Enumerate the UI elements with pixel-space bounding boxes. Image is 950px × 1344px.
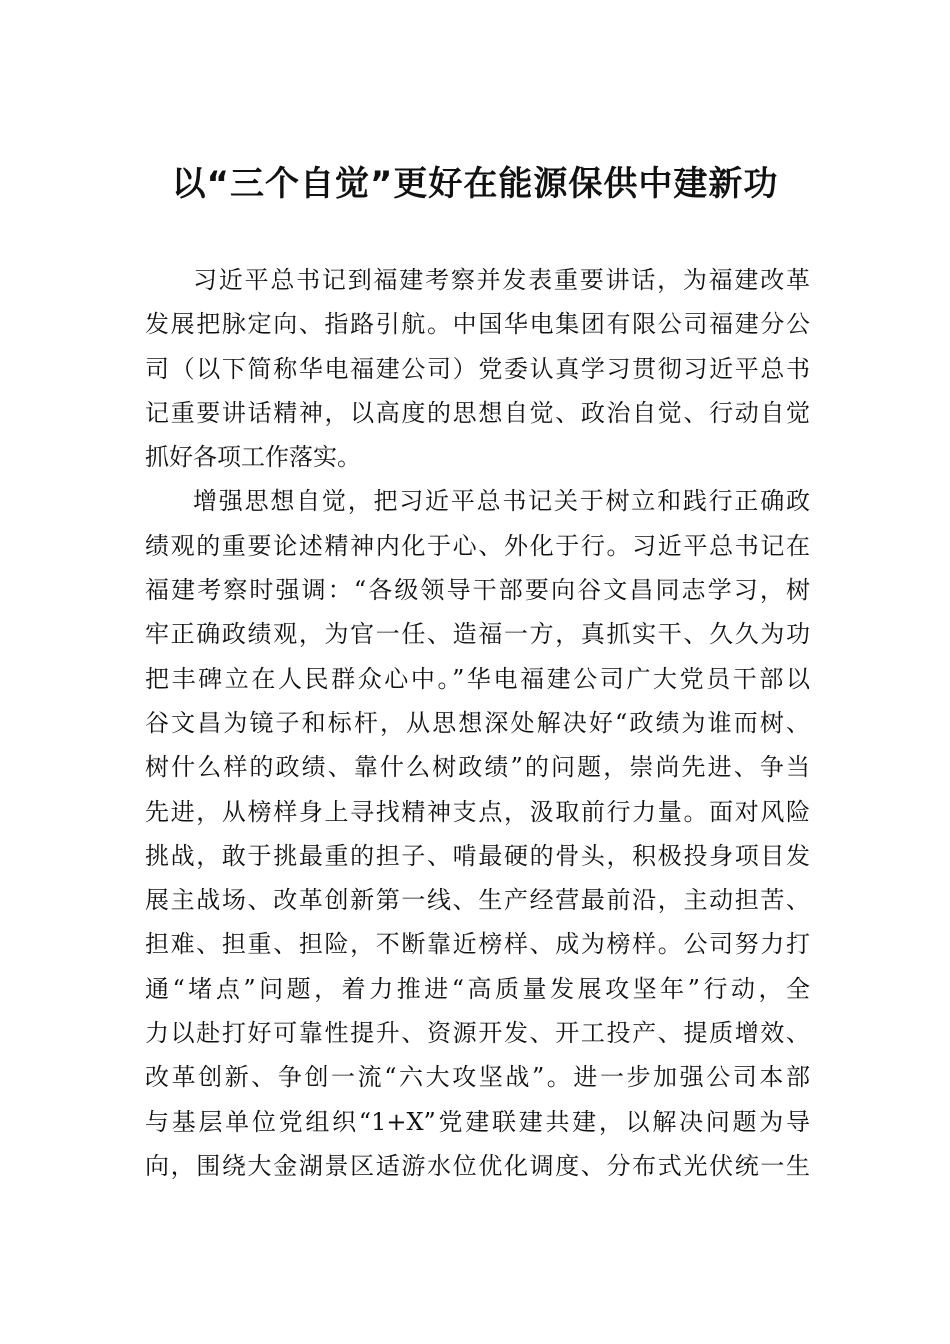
text-line: 展主战场、改革创新第一线、生产经营最前沿，主动担苦、 [145, 886, 810, 915]
text-line: 把丰碑立在人民群众心中。”华电福建公司广大党员干部以 [145, 664, 810, 693]
text-line: 与基层单位党组织“1+X”党建联建共建，以解决问题为导 [145, 1107, 810, 1136]
text-line: 树什么样的政绩、靠什么树政绩”的问题，崇尚先进、争当 [145, 753, 810, 782]
text-line: 先进，从榜样身上寻找精神支点，汲取前行力量。面对风险 [145, 797, 810, 826]
text-line: 改革创新、争创一流“六大攻坚战”。进一步加强公司本部 [145, 1063, 810, 1092]
text-line: 牢正确政绩观，为官一任、造福一方，真抓实干、久久为功 [145, 620, 810, 649]
text-line: 谷文昌为镜子和标杆，从思想深处解决好“政绩为谁而树、 [145, 708, 810, 737]
text-line: 通“堵点”问题，着力推进“高质量发展攻坚年”行动，全 [145, 974, 810, 1003]
text-line: 记重要讲话精神，以高度的思想自觉、政治自觉、行动自觉 [145, 398, 810, 427]
text-line: 习近平总书记到福建考察并发表重要讲话，为福建改革 [193, 266, 810, 294]
text-line: 增强思想自觉，把习近平总书记关于树立和践行正确政 [193, 487, 810, 516]
text-line: 绩观的重要论述精神内化于心、外化于行。习近平总书记在 [145, 531, 810, 560]
text-line: 担难、担重、担险，不断靠近榜样、成为榜样。公司努力打 [145, 930, 810, 959]
paragraph-1 [145, 258, 810, 479]
document-body [145, 258, 810, 1188]
text-line: 发展把脉定向、指路引航。中国华电集团有限公司福建分公 [145, 310, 810, 339]
text-line: 福建考察时强调：“各级领导干部要向谷文昌同志学习，树 [145, 576, 810, 605]
text-line: 司（以下简称华电福建公司）党委认真学习贯彻习近平总书 [145, 354, 810, 383]
text-line: 向，围绕大金湖景区适游水位优化调度、分布式光伏统一生 [145, 1151, 810, 1180]
document-title: 以“三个自觉”更好在能源保供中建新功 [171, 164, 779, 204]
text-line: 力以赴打好可靠性提升、资源开发、开工投产、提质增效、 [145, 1019, 810, 1048]
text-line: 抓好各项工作落实。 [145, 443, 361, 472]
text-line: 挑战，敢于挑最重的担子、啃最硬的骨头，积极投身项目发 [145, 841, 810, 870]
paragraph-2 [145, 479, 810, 1188]
